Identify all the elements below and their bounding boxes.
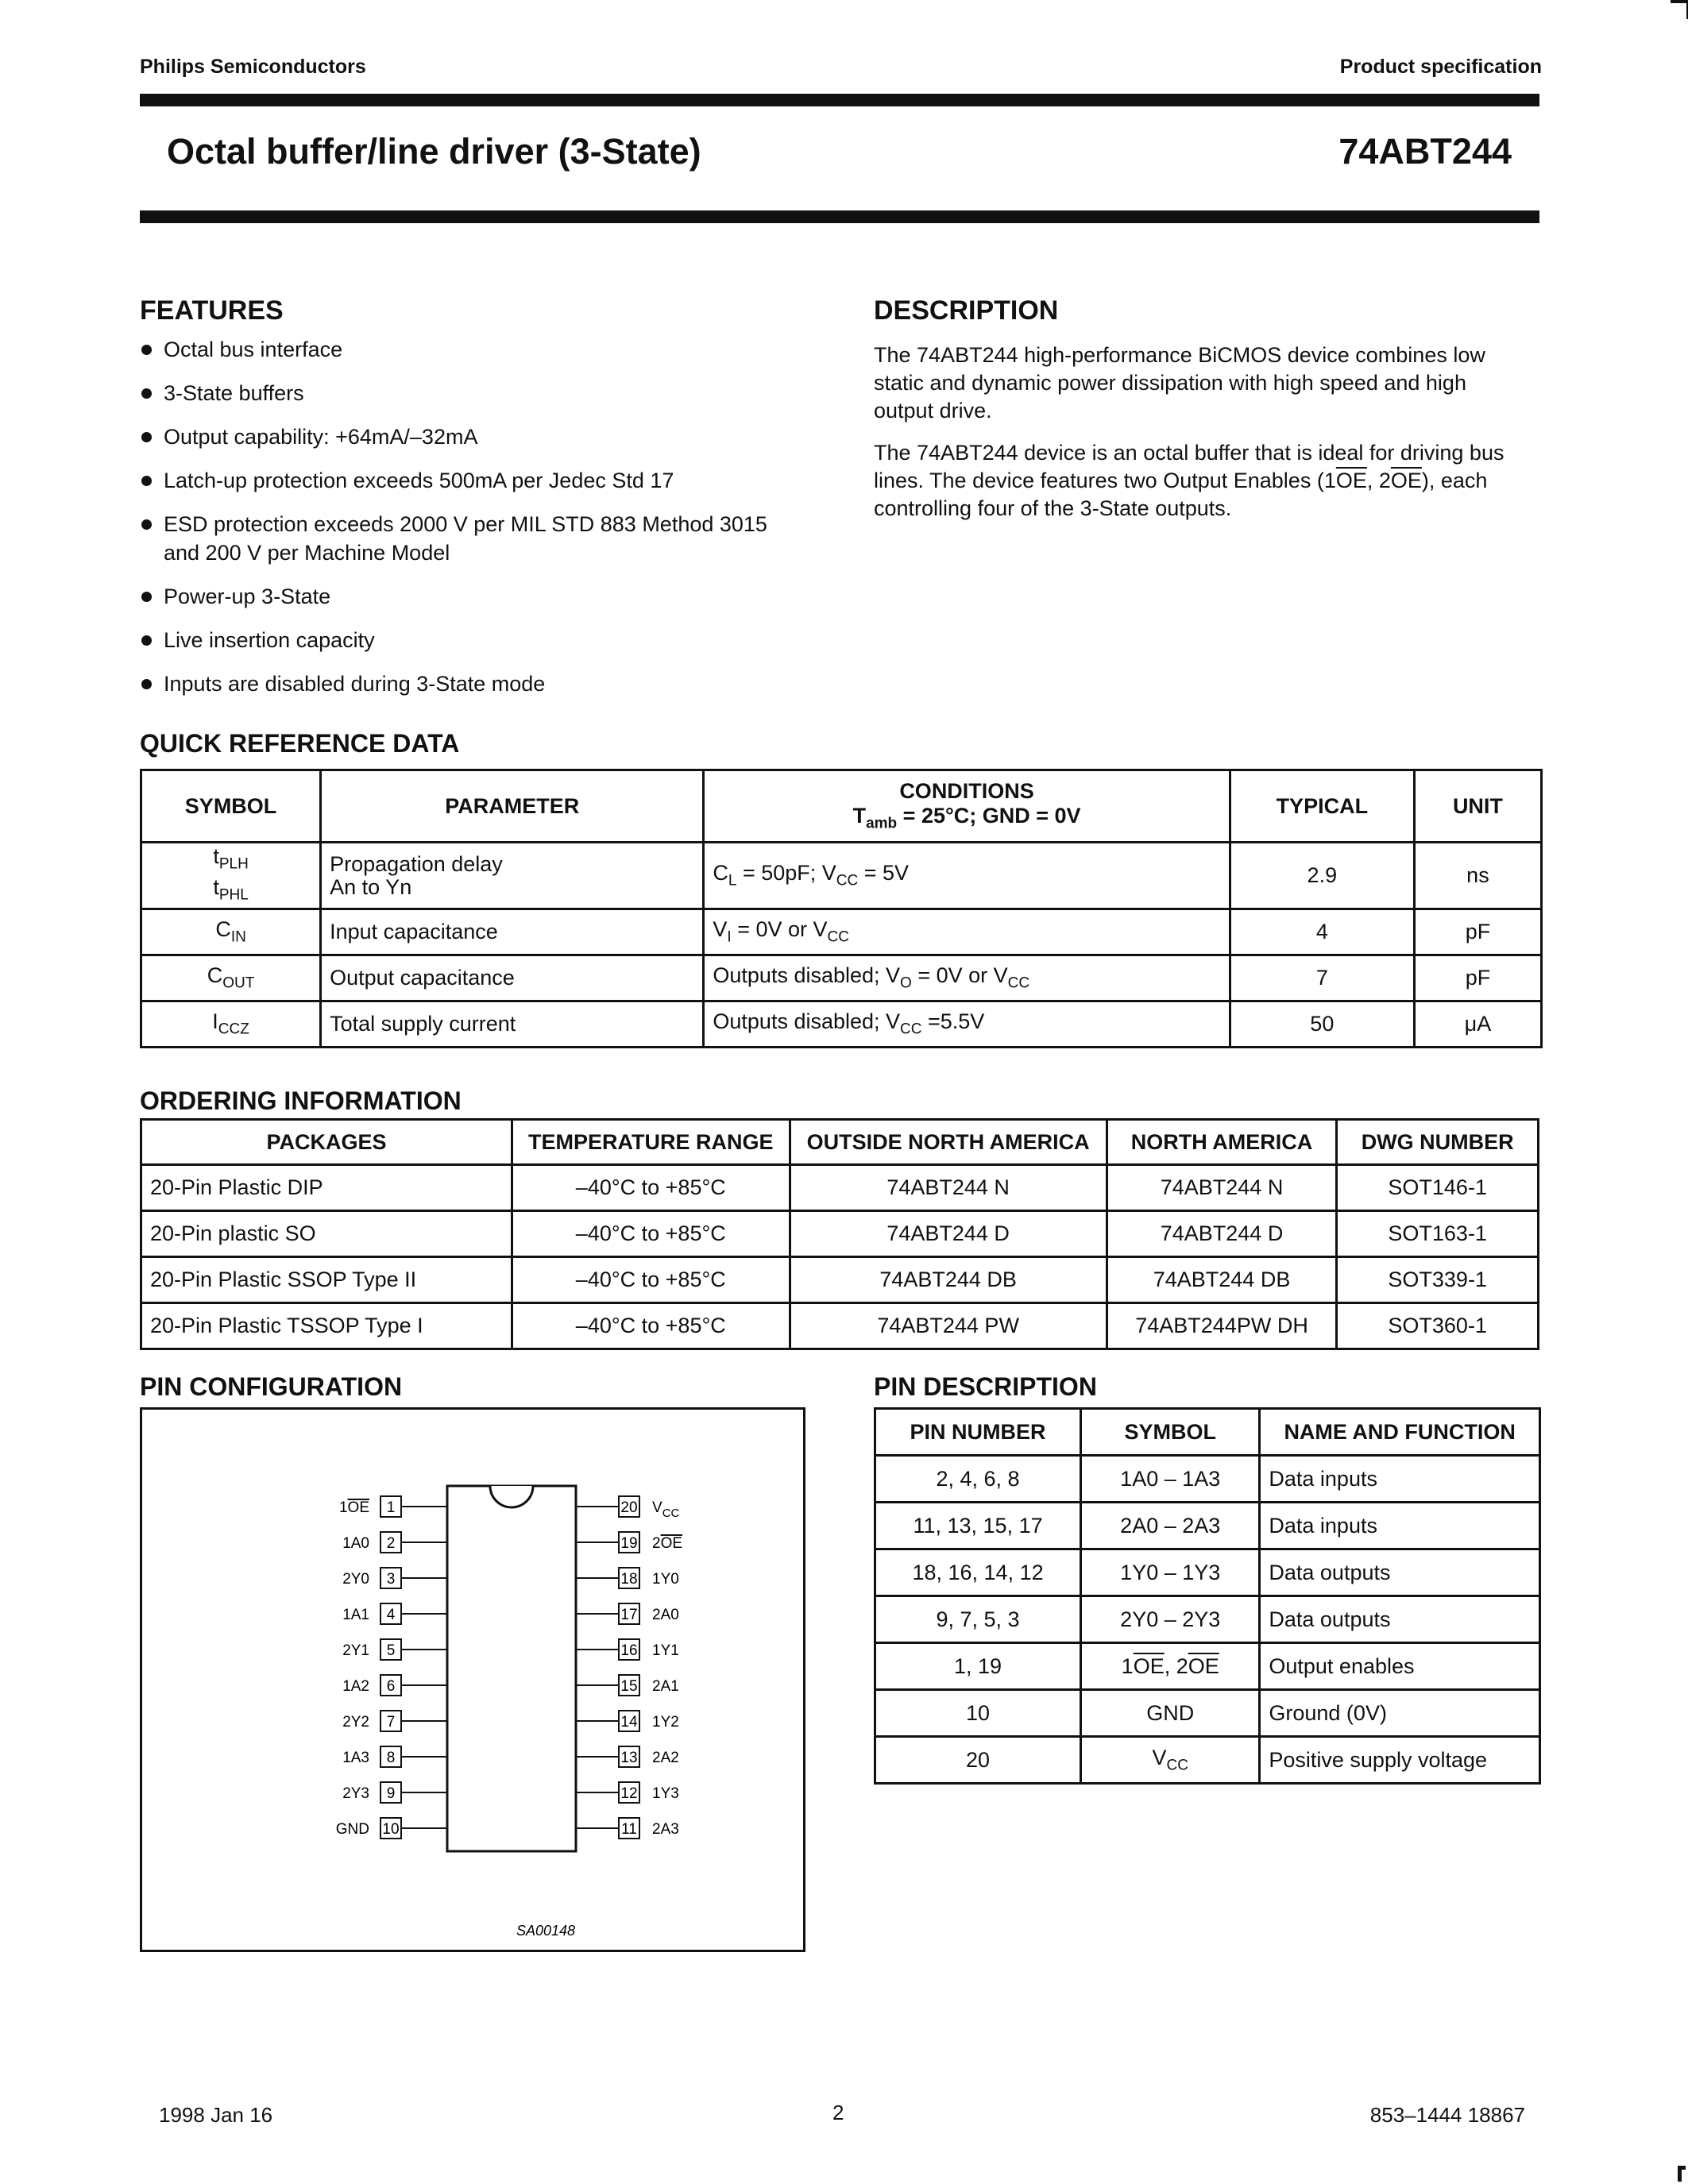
column-header: OUTSIDE NORTH AMERICA [790, 1120, 1107, 1165]
column-header: NORTH AMERICA [1107, 1120, 1337, 1165]
pin-left-9 [342, 1782, 447, 1803]
table-row [875, 1737, 1540, 1784]
table-row [141, 1303, 1539, 1349]
pin-left-5 [342, 1639, 447, 1660]
table-row [141, 1257, 1539, 1303]
pin-label: 2A3 [652, 1821, 679, 1838]
pin-number: 19 [620, 1535, 638, 1552]
function-cell: Data outputs [1260, 1549, 1540, 1596]
package-cell: 20-Pin Plastic SSOP Type II [141, 1257, 512, 1303]
table-row [875, 1690, 1540, 1737]
outside-na-cell: 74ABT244 D [790, 1211, 1107, 1257]
column-header: SYMBOL [1081, 1409, 1260, 1456]
column-header: SYMBOL [141, 770, 321, 843]
pin-left-10 [336, 1818, 447, 1839]
dwg-number-cell: SOT163-1 [1337, 1211, 1539, 1257]
north-america-cell: 74ABT244 DB [1107, 1257, 1337, 1303]
quick-reference-table [140, 769, 1543, 1048]
table-row [141, 955, 1542, 1001]
pin-label: 2Y1 [342, 1642, 369, 1659]
crop-mark [1671, 0, 1688, 19]
pin-number: 3 [386, 1571, 396, 1588]
pin-number: 5 [386, 1642, 396, 1659]
table-header-row [875, 1409, 1540, 1456]
dip-package-diagram [142, 1410, 803, 1950]
pin-description-heading: PIN DESCRIPTION [874, 1372, 1097, 1401]
pin-number-cell: 9, 7, 5, 3 [875, 1596, 1081, 1643]
north-america-cell: 74ABT244PW DH [1107, 1303, 1337, 1349]
feature-item: Power-up 3-State [140, 582, 823, 611]
feature-item: Live insertion capacity [140, 626, 823, 654]
pin-left-1 [339, 1496, 447, 1517]
column-header: PARAMETER [321, 770, 704, 843]
parameter-cell: Total supply current [321, 1001, 704, 1048]
pin-label: 2Y2 [342, 1714, 369, 1731]
pin-label: 2OE [652, 1535, 683, 1552]
pin-number: 2 [386, 1535, 396, 1552]
table-row [141, 909, 1542, 955]
feature-item: Latch-up protection exceeds 500mA per Jedec Std 17 [140, 466, 823, 495]
pin-number: 20 [620, 1499, 638, 1516]
right-pin-group [576, 1496, 682, 1839]
pin-label: 1Y1 [652, 1642, 679, 1659]
footer-page-number: 2 [832, 2101, 844, 2124]
function-cell: Ground (0V) [1260, 1690, 1540, 1737]
symbol-cell: $I_{CCZ}$ [141, 1001, 321, 1048]
temperature-cell: –40°C to +85°C [512, 1211, 790, 1257]
column-header: TYPICAL [1230, 770, 1414, 843]
pin-right-14 [576, 1711, 679, 1731]
pin-number: 7 [386, 1714, 396, 1731]
part-number: 74ABT244 [1338, 131, 1512, 172]
symbol-cell: 1Y0 – 1Y3 [1081, 1549, 1260, 1596]
package-cell: 20-Pin plastic SO [141, 1211, 512, 1257]
pin-number: 12 [620, 1785, 638, 1802]
pin-right-18 [576, 1568, 679, 1588]
pin-label: 2Y3 [342, 1785, 369, 1802]
typical-cell: 4 [1230, 909, 1414, 955]
pin-left-4 [342, 1603, 447, 1624]
table-header-row [141, 1120, 1539, 1165]
feature-item: Output capability: +64mA/–32mA [140, 423, 823, 451]
pin-configuration-heading: PIN CONFIGURATION [140, 1372, 403, 1401]
pin-label: 1OE [338, 1499, 369, 1516]
column-header: CONDITIONS $T_{amb} = 25^\circ C$; GND = 0V [704, 770, 1230, 843]
pin-left-8 [342, 1746, 447, 1767]
feature-item: Octal bus interface [140, 335, 823, 364]
pin-label: $V_{CC}$ [652, 1499, 680, 1520]
pin-label: 1Y2 [652, 1714, 679, 1731]
footer-code: 853–1444 18867 [1369, 2103, 1525, 2127]
pin-number: 13 [620, 1750, 638, 1766]
pin-right-16 [576, 1639, 679, 1660]
pin-number: 1 [386, 1499, 396, 1516]
pin-number-cell: 18, 16, 14, 12 [875, 1549, 1081, 1596]
pin-left-3 [342, 1568, 447, 1588]
footer-date: 1998 Jan 16 [159, 2103, 273, 2127]
temperature-cell: –40°C to +85°C [512, 1303, 790, 1349]
features-list [140, 335, 823, 713]
symbol-cell: $t_{PLH}$ $t_{PHL}$ [141, 843, 321, 909]
pin-right-15 [576, 1675, 679, 1696]
pin-label: 1Y3 [652, 1785, 679, 1802]
table-row [141, 1001, 1542, 1048]
unit-cell: ns [1414, 843, 1541, 909]
pin-number: 4 [386, 1607, 396, 1623]
pin-left-6 [342, 1675, 447, 1696]
outside-na-cell: 74ABT244 PW [790, 1303, 1107, 1349]
symbol-cell: 1A0 – 1A3 [1081, 1456, 1260, 1503]
column-header: PACKAGES [141, 1120, 512, 1165]
symbol-cell: $C_{OUT}$ [141, 955, 321, 1001]
pin-number-cell: 10 [875, 1690, 1081, 1737]
ic-body-outline [447, 1486, 576, 1851]
dwg-number-cell: SOT146-1 [1337, 1165, 1539, 1211]
column-header: NAME AND FUNCTION [1260, 1409, 1540, 1456]
conditions-cell: $C_L = 50pF$; $V_{CC} = 5V$ [704, 843, 1230, 909]
table-row [141, 1165, 1539, 1211]
header-rule-bottom [140, 210, 1539, 223]
pin-description-table [874, 1407, 1541, 1785]
table-row [141, 1211, 1539, 1257]
pin-left-2 [342, 1532, 447, 1553]
north-america-cell: 74ABT244 N [1107, 1165, 1337, 1211]
quick-reference-heading: QUICK REFERENCE DATA [140, 729, 460, 758]
left-pin-group [336, 1496, 447, 1839]
pin-number: 6 [386, 1678, 396, 1695]
symbol-cell: $C_{IN}$ [141, 909, 321, 955]
pin-number-cell: 1, 19 [875, 1643, 1081, 1690]
table-row [875, 1643, 1540, 1690]
temperature-cell: –40°C to +85°C [512, 1165, 790, 1211]
page-title: Octal buffer/line driver (3-State) [167, 131, 701, 172]
pin-label: 1Y0 [652, 1571, 679, 1588]
pin-number: 11 [621, 1821, 637, 1838]
description-body [874, 341, 1525, 537]
pin-label: 1A0 [342, 1535, 369, 1552]
conditions-cell: Outputs disabled; $V_O = 0V$ or $V_{CC}$ [704, 955, 1230, 1001]
pin-label: 1A2 [342, 1678, 369, 1695]
crop-mark [1678, 2166, 1686, 2170]
pin1-notch [490, 1486, 533, 1507]
package-cell: 20-Pin Plastic DIP [141, 1165, 512, 1211]
pin-label: 1A3 [342, 1750, 369, 1766]
outside-na-cell: 74ABT244 DB [790, 1257, 1107, 1303]
temperature-cell: –40°C to +85°C [512, 1257, 790, 1303]
unit-cell: pF [1414, 955, 1541, 1001]
table-header-row [141, 770, 1542, 843]
pin-configuration-figure [140, 1407, 805, 1952]
function-cell: Positive supply voltage [1260, 1737, 1540, 1784]
table-row [875, 1456, 1540, 1503]
pin-number-cell: 11, 13, 15, 17 [875, 1503, 1081, 1549]
parameter-cell: Propagation delay An to Yn [321, 843, 704, 909]
pin-right-11 [576, 1818, 679, 1839]
pin-number: 8 [386, 1750, 396, 1766]
pin-number: 9 [386, 1785, 396, 1802]
pin-right-19 [576, 1532, 682, 1553]
symbol-cell: 2Y0 – 2Y3 [1081, 1596, 1260, 1643]
typical-cell: 50 [1230, 1001, 1414, 1048]
table-row [875, 1549, 1540, 1596]
pin-number: 16 [620, 1642, 638, 1659]
table-row [875, 1503, 1540, 1549]
ordering-heading: ORDERING INFORMATION [140, 1086, 462, 1115]
features-heading: FEATURES [140, 295, 284, 326]
north-america-cell: 74ABT244 D [1107, 1211, 1337, 1257]
pin-label: 2A0 [652, 1607, 679, 1623]
table-row [141, 843, 1542, 909]
unit-cell: μA [1414, 1001, 1541, 1048]
typical-cell: 7 [1230, 955, 1414, 1001]
column-header: PIN NUMBER [875, 1409, 1081, 1456]
pin-label: 2A1 [652, 1678, 679, 1695]
company-name: Philips Semiconductors [140, 56, 366, 78]
pin-left-7 [342, 1711, 447, 1731]
description-paragraph-1: The 74ABT244 high-performance BiCMOS device combines low static and dynamic power dissipation with high speed and high output drive. [874, 343, 1485, 423]
pin-right-17 [576, 1603, 679, 1624]
feature-item: 3-State buffers [140, 379, 823, 407]
header-rule-top [140, 94, 1539, 106]
symbol-cell: $V_{CC}$ [1081, 1737, 1260, 1784]
pin-number: 17 [620, 1607, 638, 1623]
doc-type: Product specification [1339, 56, 1542, 78]
pin-right-12 [576, 1782, 679, 1803]
table-row [875, 1596, 1540, 1643]
conditions-cell: $V_I = 0V$ or $V_{CC}$ [704, 909, 1230, 955]
pin-number-cell: 20 [875, 1737, 1081, 1784]
unit-cell: pF [1414, 909, 1541, 955]
typical-cell: 2.9 [1230, 843, 1414, 909]
function-cell: Data outputs [1260, 1596, 1540, 1643]
pin-number: 14 [620, 1714, 638, 1731]
pin-label: 1A1 [342, 1607, 369, 1623]
figure-id: SA00148 [516, 1923, 576, 1939]
pin-number: 18 [620, 1571, 638, 1588]
pin-number-cell: 2, 4, 6, 8 [875, 1456, 1081, 1503]
symbol-cell: GND [1081, 1690, 1260, 1737]
outside-na-cell: 74ABT244 N [790, 1165, 1107, 1211]
dwg-number-cell: SOT339-1 [1337, 1257, 1539, 1303]
conditions-cell: Outputs disabled; $V_{CC} =5.5V$ [704, 1001, 1230, 1048]
symbol-cell: 2A0 – 2A3 [1081, 1503, 1260, 1549]
ordering-table [140, 1118, 1539, 1350]
feature-item: Inputs are disabled during 3-State mode [140, 669, 823, 698]
symbol-cell: $1\overline{OE}$, $2\overline{OE}$ [1081, 1643, 1260, 1690]
function-cell: Data inputs [1260, 1503, 1540, 1549]
pin-number: 15 [620, 1678, 638, 1695]
description-heading: DESCRIPTION [874, 295, 1059, 326]
pin-label: 2Y0 [342, 1571, 369, 1588]
pin-label: GND [335, 1821, 369, 1838]
feature-item: ESD protection exceeds 2000 V per MIL STD 883 Method 3015 and 200 V per Machine Model [140, 510, 783, 567]
dwg-number-cell: SOT360-1 [1337, 1303, 1539, 1349]
pin-label: 2A2 [652, 1750, 679, 1766]
function-cell: Data inputs [1260, 1456, 1540, 1503]
pin-number: 10 [382, 1821, 400, 1838]
parameter-cell: Input capacitance [321, 909, 704, 955]
pin-right-13 [576, 1746, 679, 1767]
function-cell: Output enables [1260, 1643, 1540, 1690]
parameter-cell: Output capacitance [321, 955, 704, 1001]
column-header: DWG NUMBER [1337, 1120, 1539, 1165]
description-paragraph-2: The 74ABT244 device is an octal buffer that is ideal for driving bus lines. The device features two Output Enables ($1\overline{OE}$, $2\overline{OE}$), each controlling four of the 3-State outputs. [874, 441, 1505, 520]
package-cell: 20-Pin Plastic TSSOP Type I [141, 1303, 512, 1349]
column-header: UNIT [1414, 770, 1541, 843]
pin-right-20 [576, 1496, 680, 1520]
column-header: TEMPERATURE RANGE [512, 1120, 790, 1165]
